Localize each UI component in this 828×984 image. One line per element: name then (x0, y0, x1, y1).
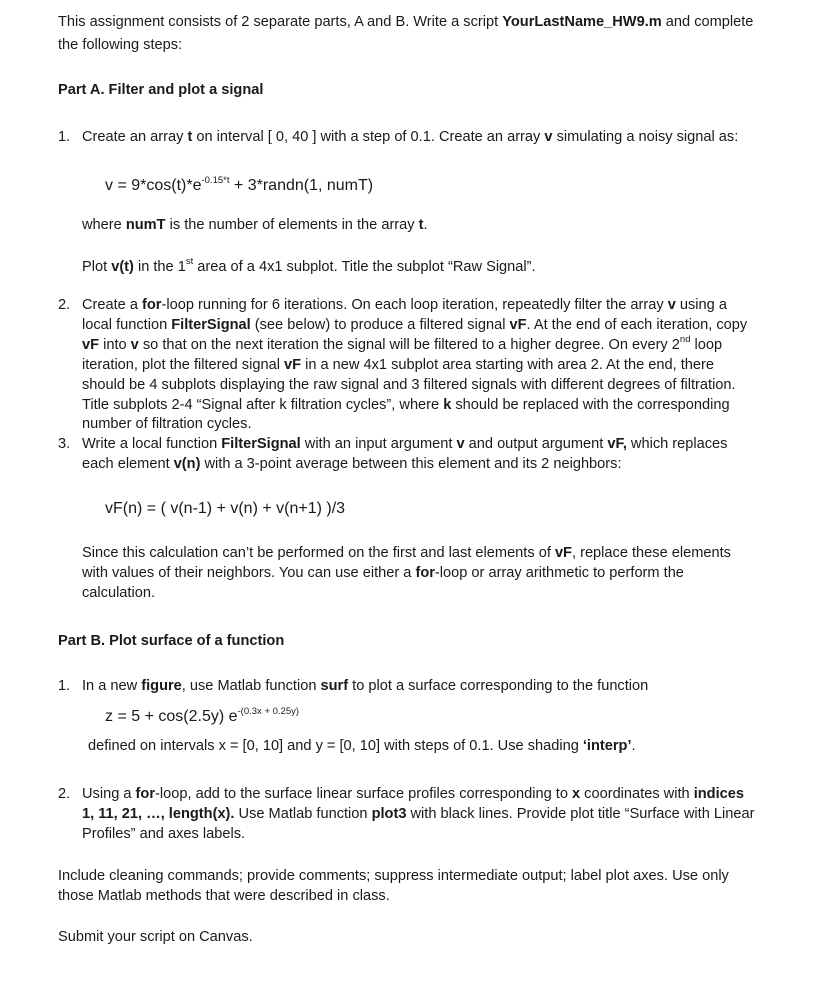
part-a-step2-line: Title subplots 2-4 “Signal after k filtration cycles”, where k should be replaced with the corresponding (82, 397, 730, 413)
part-a-step1-line: Create an array t on interval [ 0, 40 ] with a step of 0.1. Create an array v simulating a noisy signal as: (82, 129, 739, 145)
part-a-step2-line: Create a for-loop running for 6 iterations. On each loop iteration, repeatedly filter the array v using a (82, 297, 727, 313)
intro-text: This assignment consists of 2 separate parts, A and B. Write a script (58, 14, 503, 30)
part-a-step2-line: should be 4 subplots displaying the raw signal and 3 filtered signals with different degrees of filtration. (82, 377, 736, 393)
since-line: with values of their neighbors. You can use either a for-loop or array arithmetic to perform the (82, 565, 684, 581)
part-a-step3-line: Write a local function FilterSignal with an input argument v and output argument vF, which replaces (82, 436, 728, 452)
step-number: 2. (58, 297, 71, 313)
part-a-step3-line: each element v(n) with a 3-point average between this element and its 2 neighbors: (82, 456, 622, 472)
step-number: 1. (58, 129, 71, 145)
where-line: where numT is the number of elements in the array t. (82, 217, 428, 233)
signal-equation: $v = 9*\cos(t)*e^{-0.15*t}$ + 3*randn(1, numT) (105, 175, 374, 194)
intervals-line: defined on intervals x = [0, 10] and y = [0, 10] with steps of 0.1. Use shading ‘interp’. (88, 738, 636, 754)
surface-equation: z = 5 + cos(2.5y) $e^{-(0.3x + 0.25y)}$ (105, 706, 300, 725)
intro-line-2: the following steps: (58, 37, 183, 53)
part-b-step2-line: Using a for-loop, add to the surface linear surface profiles corresponding to x coordinates with indices (82, 786, 744, 802)
step-number: 3. (58, 436, 71, 452)
part-b-step2-line: Profiles” and axes labels. (82, 826, 246, 842)
step-number: 1. (58, 678, 71, 694)
include-line: Include cleaning commands; provide comments; suppress intermediate output; label plot axes. Use only (58, 868, 729, 884)
part-a-step2-line: number of filtration cycles. (82, 416, 252, 432)
part-a-step2-line: iteration, plot the filtered signal vF in a new 4x1 subplot area starting with area 2. At the end, there (82, 357, 714, 373)
exponent: -(0.3x + 0.25y) (237, 706, 300, 717)
part-b-heading: Part B. Plot surface of a function (58, 633, 285, 649)
include-line: those Matlab methods that were described in class. (58, 888, 390, 904)
step-number: 2. (58, 786, 71, 802)
part-a-step2-line: vF into v so that on the next iteration the signal will be filtered to a higher degree. On every 2nd loop (82, 334, 723, 353)
submit-line: Submit your script on Canvas. (58, 929, 253, 945)
part-a-step2-line: local function FilterSignal (see below) to produce a filtered signal vF. At the end of each iteration, copy (82, 317, 748, 333)
part-b-step2-line: 1, 11, 21, …, length(x). Use Matlab function plot3 with black lines. Provide plot title “Surface with Linear (82, 806, 755, 822)
since-line: Since this calculation can’t be performed on the first and last elements of vF, replace these elements (82, 545, 731, 561)
intro-line-1 (58, 12, 753, 32)
script-filename: YourLastName_HW9.m (502, 14, 662, 30)
exponent: -0.15*t (201, 175, 230, 186)
part-b-step1-line: In a new figure, use Matlab function surf to plot a surface corresponding to the function (82, 678, 649, 694)
part-a-heading: Part A. Filter and plot a signal (58, 82, 264, 98)
plot-line: Plot v(t) in the 1st area of a 4x1 subplot. Title the subplot “Raw Signal”. (82, 256, 536, 275)
filter-equation: vF(n) = ( v(n-1) + v(n) + v(n+1) )/3 (105, 500, 346, 517)
intro-text: and complete (661, 14, 754, 30)
since-line: calculation. (82, 585, 156, 601)
